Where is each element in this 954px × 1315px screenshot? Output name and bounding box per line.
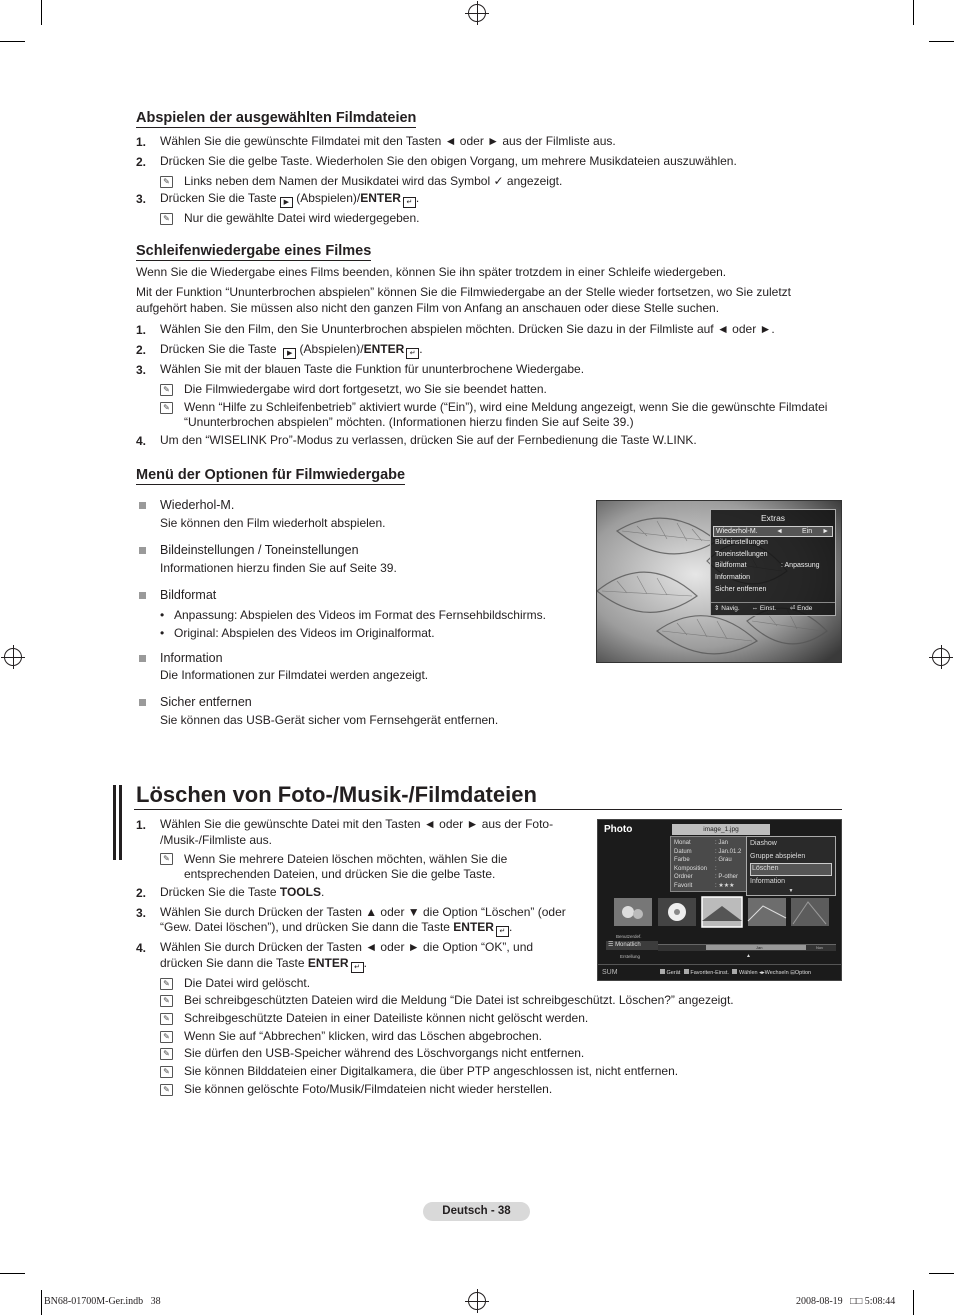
enter-icon: ↵ bbox=[403, 197, 416, 208]
timeline-end-label: Nov bbox=[816, 945, 824, 950]
option-desc: Sie können den Film wiederholt abspielen. bbox=[160, 516, 386, 530]
option-title: Sicher entfernen bbox=[160, 695, 252, 709]
file-info-panel: Monat : Jan Datum : Jan.01.2 Farbe : Grau Komposition : Ordner : P-other Favorit : ★★★ bbox=[670, 836, 748, 892]
step-text: Drücken Sie die Taste TOOLS. bbox=[160, 885, 325, 899]
tools-menu bbox=[746, 836, 836, 896]
sub-bullet: • bbox=[160, 626, 165, 640]
menu-item[interactable]: Information bbox=[715, 574, 751, 582]
note-text: “Ununterbrochen abspielen” möchten. (Informationen hierzu finden Sie auf Seite 39.) bbox=[184, 415, 634, 429]
menu-item-information[interactable]: Information bbox=[750, 877, 786, 885]
timeline-marker-icon: ▲ bbox=[746, 953, 751, 959]
paragraph: Wenn Sie die Wiedergabe eines Films beenden, können Sie ihn später trotzdem in einer Schleife wiedergeben. bbox=[136, 265, 727, 279]
note-icon: ✎ bbox=[160, 1013, 173, 1025]
note-text: Sie können gelöschte Foto/Musik/Filmdateien nicht wieder herstellen. bbox=[184, 1082, 553, 1096]
note-icon: ✎ bbox=[160, 1048, 173, 1060]
enter-icon: ↵ bbox=[351, 962, 364, 973]
registration-mark-icon bbox=[4, 648, 22, 666]
leftright-icon: ◂▸ bbox=[759, 970, 765, 976]
extras-footer: ⇕ Navig. ⇔ Einst. ⏎ Ende bbox=[711, 602, 835, 615]
green-key-icon bbox=[684, 969, 689, 974]
updown-icon: ⇕ bbox=[714, 605, 720, 612]
sub-bullet-text: Anpassung: Abspielen des Videos im Format des Fernsehbildschirms. bbox=[174, 608, 546, 622]
step-number: 2. bbox=[136, 343, 147, 357]
menu-item-gruppe[interactable]: Gruppe abspielen bbox=[750, 852, 806, 860]
note-text: Sie können Bilddateien einer Digitalkamera, die über PTP angeschlossen ist, nicht entfernen. bbox=[184, 1064, 679, 1078]
note-text: Wenn Sie mehrere Dateien löschen möchten, wählen Sie die bbox=[184, 852, 508, 866]
play-button-icon: ▶ bbox=[283, 348, 296, 359]
section-heading: Schleifenwiedergabe eines Filmes bbox=[136, 243, 372, 259]
red-key-icon bbox=[660, 969, 665, 974]
crop-mark bbox=[913, 1290, 914, 1315]
note-text: entsprechenden Dateien, und drücken Sie die gelbe Taste. bbox=[184, 867, 496, 881]
registration-mark-icon bbox=[932, 648, 950, 666]
thumbnail-strip bbox=[598, 896, 842, 936]
sum-label: SUM bbox=[602, 969, 618, 976]
checkmark-icon: ✓ bbox=[493, 174, 504, 188]
note-icon: ✎ bbox=[160, 176, 173, 188]
sub-bullet-text: Original: Abspielen des Videos im Originalformat. bbox=[174, 626, 435, 640]
option-title: Wiederhol-M. bbox=[160, 498, 235, 512]
menu-item[interactable]: Bildformat : Anpassung bbox=[715, 562, 820, 570]
menu-item-diashow[interactable]: Diashow bbox=[750, 840, 777, 847]
note-icon: ✎ bbox=[160, 1031, 173, 1043]
page-title: Löschen von Foto-/Musik-/Filmdateien bbox=[136, 782, 537, 807]
tools-icon: ⊟ bbox=[790, 970, 795, 976]
step-text: Wählen Sie die gewünschte Datei mit den Tasten ◄ oder ► aus der Foto- bbox=[160, 817, 554, 831]
step-text: Drücken Sie die Taste ▶ (Abspielen)/ENTER ↵ . bbox=[160, 342, 423, 357]
step-text: drücken Sie dann die Taste ENTER ↵ . bbox=[160, 956, 367, 971]
sort-selected[interactable]: ☰ Monatlich bbox=[606, 941, 658, 950]
crop-mark bbox=[0, 41, 25, 42]
step-number: 4. bbox=[136, 434, 147, 448]
enter-icon: ↵ bbox=[406, 348, 419, 359]
bullet-square bbox=[139, 547, 146, 554]
paragraph: aufgehört haben. Sie müssen also nicht den ganzen Film von Anfang an anschauen oder diese Stelle suchen. bbox=[136, 301, 720, 315]
step-number: 3. bbox=[136, 363, 147, 377]
note-icon: ✎ bbox=[160, 1084, 173, 1096]
bullet-square bbox=[139, 655, 146, 662]
filename-bar: image_1.jpg bbox=[672, 824, 770, 835]
print-date-info: 2008-08-19 □□ 5:08:44 bbox=[796, 1296, 896, 1307]
extras-menu-title: Extras bbox=[760, 513, 786, 523]
menu-item[interactable]: Sicher entfernen bbox=[715, 585, 767, 593]
enter-icon: ↵ bbox=[496, 926, 509, 937]
bullet-square bbox=[139, 699, 146, 706]
crop-mark bbox=[41, 1290, 42, 1315]
note-icon: ✎ bbox=[160, 402, 173, 414]
section-heading: Menü der Optionen für Filmwiedergabe bbox=[136, 467, 406, 483]
scroll-down-icon: ▼ bbox=[788, 888, 794, 894]
note-text: Wenn Sie auf “Abbrechen” klicken, wird das Löschen abgebrochen. bbox=[184, 1029, 542, 1043]
leftright-icon: ⇔ bbox=[751, 605, 759, 612]
step-text: Um den “WISELINK Pro”-Modus zu verlassen, drücken Sie auf der Fernbedienung die Taste W.LINK. bbox=[160, 433, 697, 447]
option-desc: Die Informationen zur Filmdatei werden angezeigt. bbox=[160, 668, 429, 682]
option-title: Bildeinstellungen / Toneinstellungen bbox=[160, 543, 359, 557]
note-text: Die Datei wird gelöscht. bbox=[184, 976, 311, 990]
step-text: Wählen Sie mit der blauen Taste die Funktion für ununterbrochene Wiedergabe. bbox=[160, 362, 585, 376]
note-text: Links neben dem Namen der Musikdatei wird das Symbol ✓ angezeigt. bbox=[184, 174, 563, 188]
option-title: Information bbox=[160, 651, 223, 665]
step-number: 2. bbox=[136, 155, 147, 169]
play-button-icon: ▶ bbox=[280, 197, 293, 208]
menu-item[interactable]: Toneinstellungen bbox=[715, 550, 768, 558]
footer-bar: SUM Gerät Favoriten-Einst. Wählen ◂▸Wechseln ⊟Option bbox=[598, 964, 842, 981]
menu-item-loeschen[interactable]: Löschen bbox=[750, 863, 832, 876]
registration-mark-icon bbox=[468, 4, 486, 22]
step-text: Wählen Sie die gewünschte Filmdatei mit den Tasten ◄ oder ► aus der Filmliste aus. bbox=[160, 134, 616, 148]
note-text: Die Filmwiedergabe wird dort fortgesetzt, wo Sie sie beendet hatten. bbox=[184, 382, 547, 396]
arrow-left-icon: ◄ bbox=[776, 528, 783, 535]
note-text: Nur die gewählte Datei wird wiedergegeben. bbox=[184, 211, 420, 225]
title-bar-decoration bbox=[119, 785, 122, 860]
page-number-badge: Deutsch - 38 bbox=[423, 1202, 530, 1221]
note-text: Bei schreibgeschützten Dateien wird die Meldung “Die Datei ist schreibgeschützt. Löschen?” angezeigt. bbox=[184, 993, 734, 1007]
crop-mark bbox=[929, 41, 954, 42]
option-title: Bildformat bbox=[160, 588, 217, 602]
tv-screenshot-photo bbox=[597, 819, 842, 981]
step-number: 1. bbox=[136, 323, 147, 337]
step-number: 2. bbox=[136, 886, 147, 900]
note-text: Schreibgeschützte Dateien in einer Dateiliste können nicht gelöscht werden. bbox=[184, 1011, 589, 1025]
section-heading: Abspielen der ausgewählten Filmdateien bbox=[136, 110, 417, 126]
sort-label: Erstellung bbox=[620, 954, 641, 959]
list-icon: ☰ bbox=[608, 942, 614, 948]
step-text: Drücken Sie die Taste ▶ (Abspielen)/ENTER ↵ . bbox=[160, 191, 420, 206]
crop-mark bbox=[929, 1273, 954, 1274]
timeline-start-label: Jan bbox=[756, 945, 763, 950]
arrow-right-icon: ► bbox=[822, 528, 829, 535]
extras-menu bbox=[710, 509, 836, 616]
note-icon: ✎ bbox=[160, 853, 173, 865]
step-text: Wählen Sie durch Drücken der Tasten ◄ oder ► die Option “OK”, und bbox=[160, 940, 534, 954]
title-bar-decoration bbox=[113, 785, 116, 860]
title-underline bbox=[134, 809, 842, 810]
return-icon: ⏎ bbox=[789, 605, 796, 612]
crop-mark bbox=[913, 0, 914, 25]
print-file-info: BN68-01700M-Ger.indb 38 bbox=[44, 1296, 161, 1307]
sort-label: Benutzerdef. bbox=[616, 934, 642, 939]
step-number: 4. bbox=[136, 941, 147, 955]
registration-mark-icon bbox=[468, 1292, 486, 1310]
note-text: Wenn “Hilfe zu Schleifenbetrieb” aktiviert wurde (“Ein”), wird eine Meldung angezeigt, wenn Sie die gewünschte Filmdatei bbox=[184, 400, 828, 414]
step-number: 1. bbox=[136, 135, 147, 149]
note-icon: ✎ bbox=[160, 995, 173, 1007]
note-icon: ✎ bbox=[160, 1066, 173, 1078]
crop-mark bbox=[41, 0, 42, 25]
step-text: “Gew. Datei löschen”), und drücken Sie dann die Taste ENTER ↵ . bbox=[160, 920, 513, 935]
crop-mark bbox=[0, 1273, 25, 1274]
step-text: Wählen Sie durch Drücken der Tasten ▲ oder ▼ die Option “Löschen” (oder bbox=[160, 905, 566, 919]
note-icon: ✎ bbox=[160, 213, 173, 225]
step-text: Wählen Sie den Film, den Sie Ununterbrochen abspielen möchten. Drücken Sie dazu in der Filmliste auf ◄ oder ►. bbox=[160, 322, 775, 336]
step-text: /Musik-/Filmliste aus. bbox=[160, 833, 273, 847]
tv-screenshot-extras bbox=[596, 500, 842, 663]
yellow-key-icon bbox=[732, 969, 737, 974]
note-icon: ✎ bbox=[160, 978, 173, 990]
note-icon: ✎ bbox=[160, 384, 173, 396]
step-text: Drücken Sie die gelbe Taste. Wiederholen Sie den obigen Vorgang, um mehrere Musikdateien auszuwählen. bbox=[160, 154, 737, 168]
bullet-square bbox=[139, 502, 146, 509]
bullet-square bbox=[139, 592, 146, 599]
step-number: 3. bbox=[136, 192, 147, 206]
menu-item-wiederhol[interactable]: Wiederhol-M. ◄ Ein ► bbox=[713, 526, 833, 537]
option-desc: Sie können das USB-Gerät sicher vom Fernsehgerät entfernen. bbox=[160, 713, 499, 727]
note-text: Sie dürfen den USB-Speicher während des Löschvorgangs nicht entfernen. bbox=[184, 1046, 585, 1060]
menu-item[interactable]: Bildeinstellungen bbox=[715, 539, 768, 546]
sub-bullet: • bbox=[160, 608, 165, 622]
paragraph: Mit der Funktion “Ununterbrochen abspielen” können Sie die Filmwiedergabe an der Stelle wieder fortsetzen, wo Sie zuletzt bbox=[136, 285, 792, 299]
step-number: 3. bbox=[136, 906, 147, 920]
photo-title: Photo bbox=[604, 824, 633, 835]
option-desc: Informationen hierzu finden Sie auf Seite 39. bbox=[160, 561, 397, 575]
step-number: 1. bbox=[136, 818, 147, 832]
